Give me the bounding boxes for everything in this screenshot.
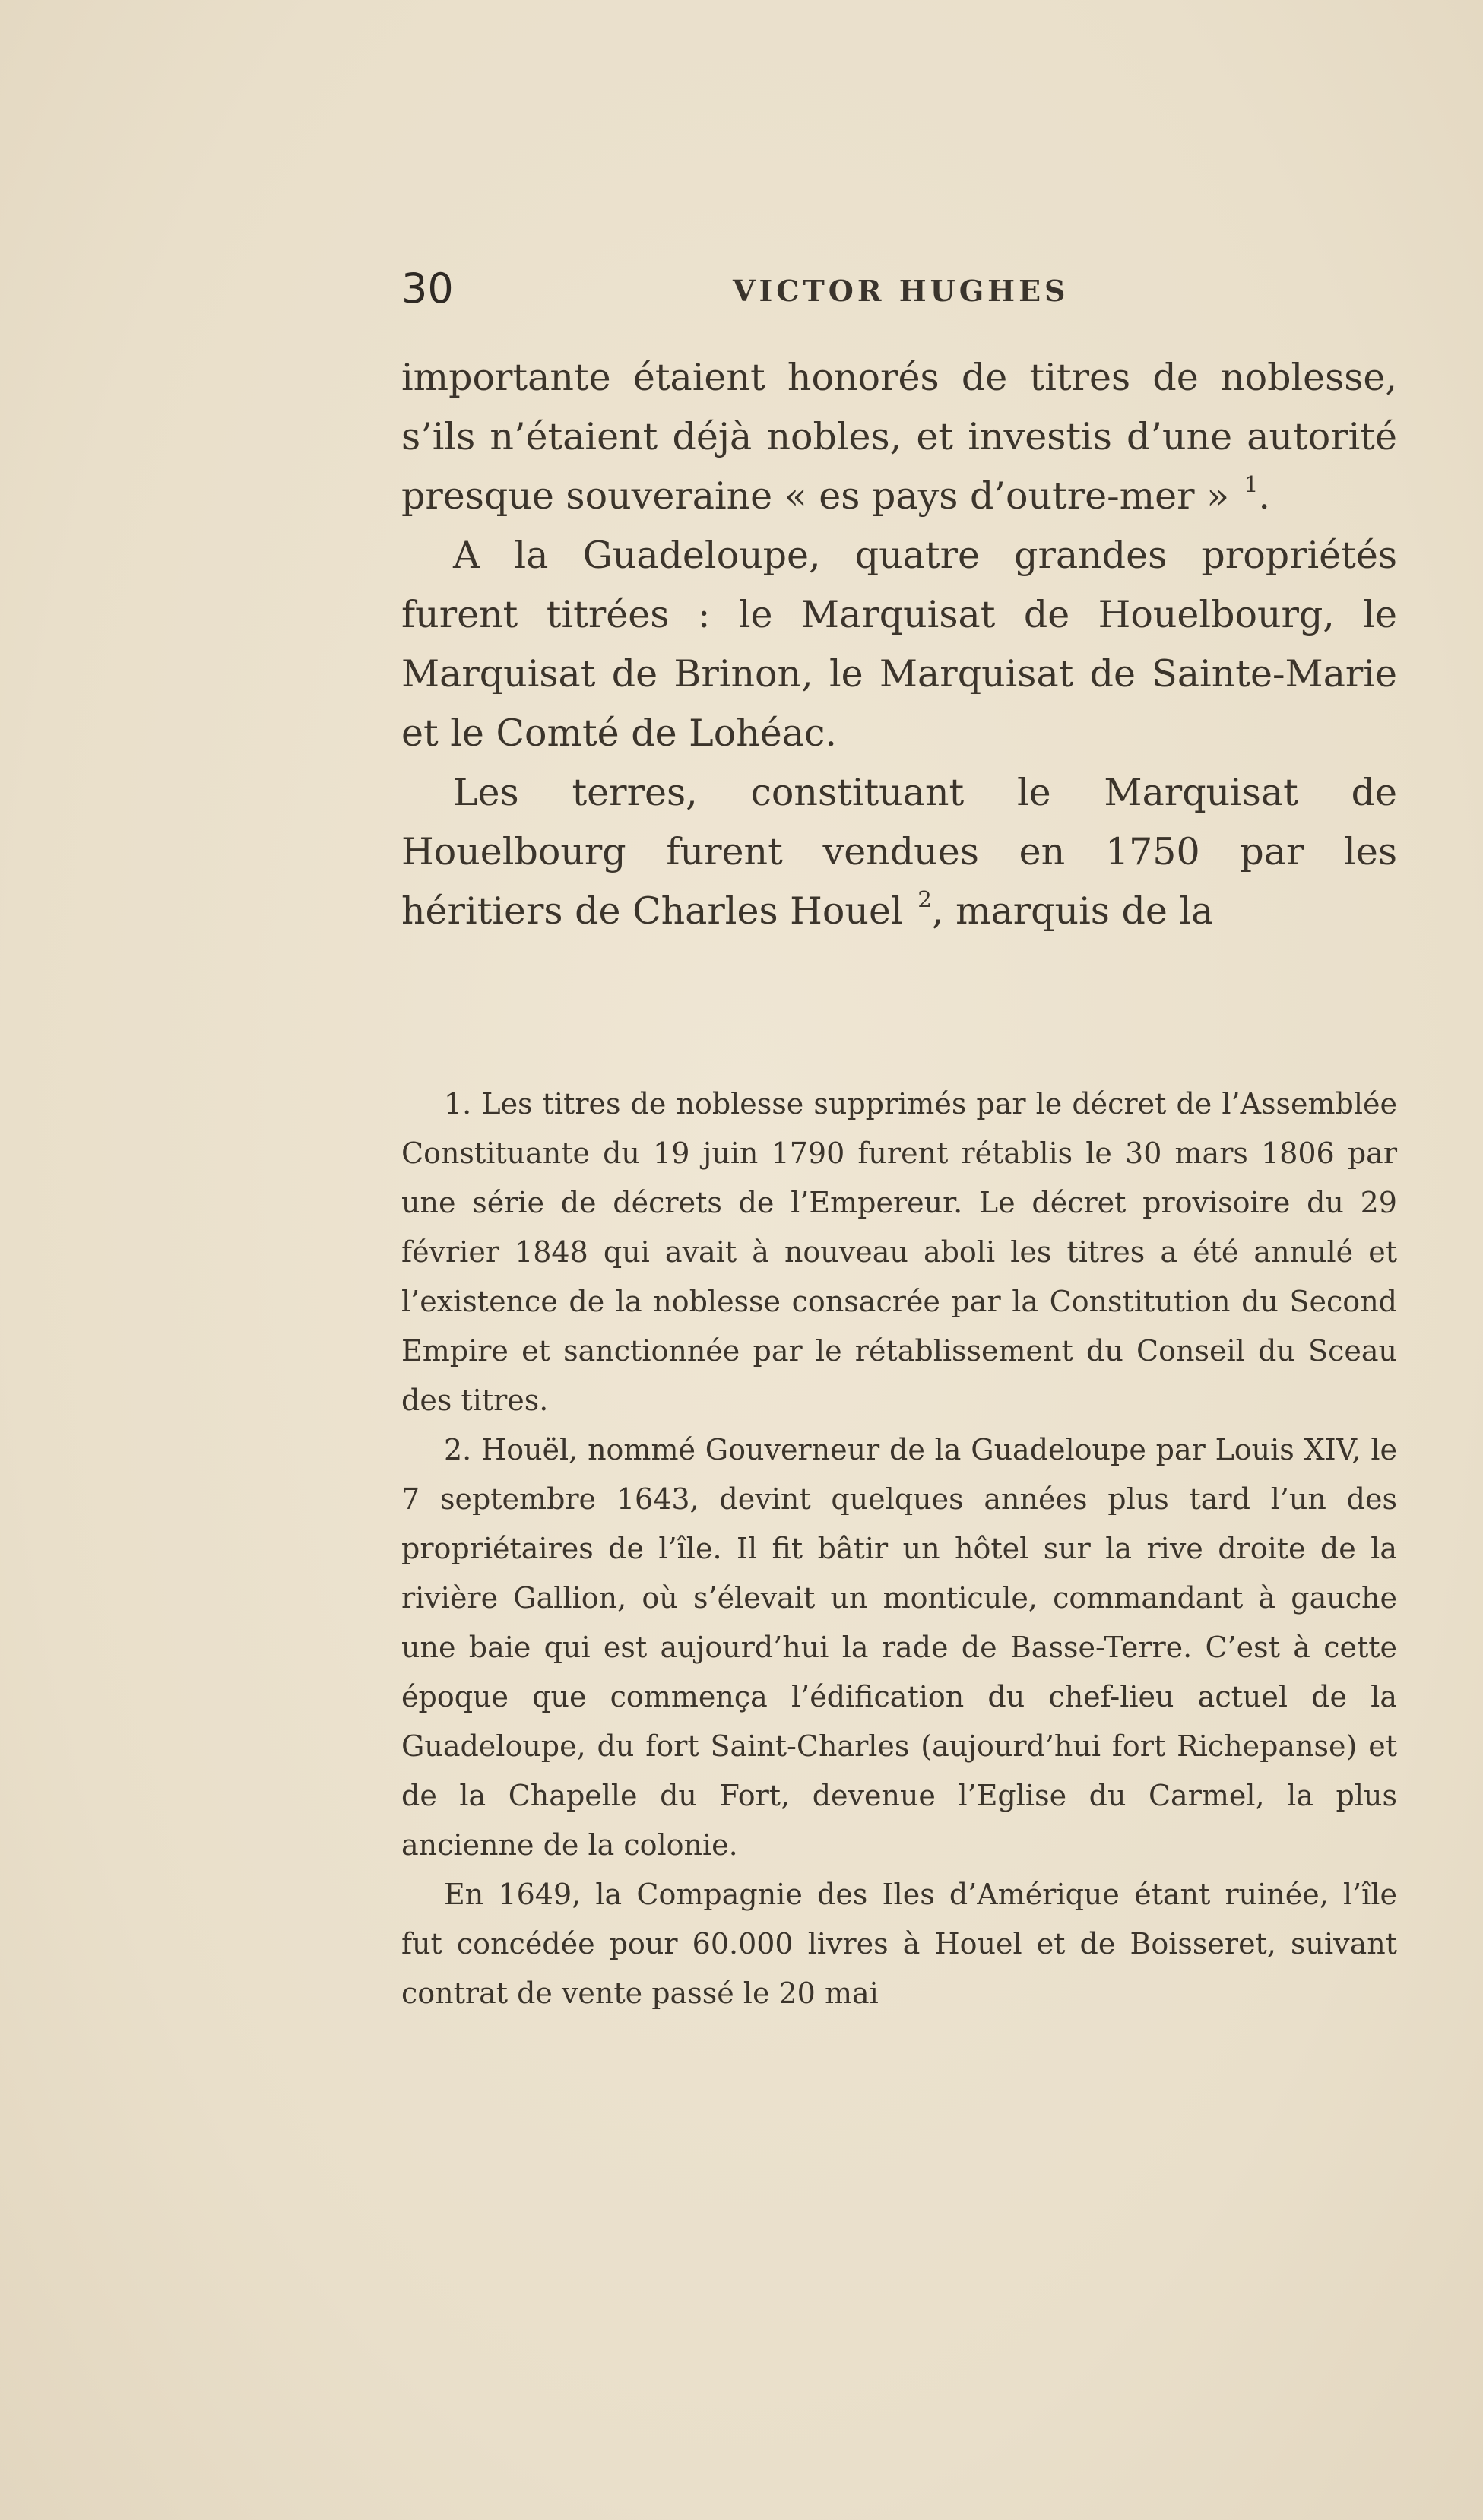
footnote-reference: 1 — [1244, 471, 1259, 497]
footnote-1: 1. Les titres de noblesse supprimés par le décret de l’Assemblée Constituante du 19 juin 1790 furent rétablis le 30 mars 1806 par une série de décrets de l’Empereur. Le décret provisoire du 29 février 1848 qui avait à nouveau aboli les titres a été annulé et l’existence de la noblesse consacrée par la Constitution du Second Empire et sanctionnée par le rétablissement du Conseil du Sceau des titres. — [401, 1087, 1397, 1417]
running-title: VICTOR HUGHES — [733, 274, 1069, 308]
paragraph — [401, 763, 1397, 941]
running-head — [401, 262, 1397, 315]
paragraph: A la Guadeloupe, quatre grandes propriétés furent titrées : le Marquisat de Houelbourg, le Marquisat de Brinon, le Marquisat de Sainte-Marie et le Comté de Lohéac. — [401, 534, 1397, 755]
page-number: 30 — [401, 265, 454, 312]
paragraph-text: , marquis de la — [931, 889, 1214, 933]
main-text — [401, 348, 1397, 941]
paragraph-text: Les terres, constituant le Marquisat de Houelbourg furent vendues en 1750 par les héritiers de Charles Houel — [401, 771, 1397, 933]
footnote-reference: 2 — [917, 886, 932, 912]
paragraph-text: . — [1258, 474, 1270, 518]
paragraph — [401, 348, 1397, 526]
footnote-2: 2. Houël, nommé Gouverneur de la Guadeloupe par Louis XIV, le 7 septembre 1643, devint quelques années plus tard l’un des propriétaires de l’île. Il fit bâtir un hôtel sur la rive droite de la rivière Gallion, où s’élevait un monticule, commandant à gauche une baie qui est aujourd’hui la rade de Basse-Terre. C’est à cette époque que commença l’édification du chef-lieu actuel de la Guadeloupe, du fort Saint-Charles (aujourd’hui fort Richepanse) et de la Chapelle du Fort, devenue l’Eglise du Carmel, la plus ancienne de la colonie. — [401, 1433, 1397, 1862]
paragraph-text: importante étaient honorés de titres de noblesse, s’ils n’étaient déjà nobles, et investis d’une autorité presque souveraine « es pays d’outre-mer » — [401, 356, 1397, 518]
footnote-2-continued: En 1649, la Compagnie des Iles d’Amérique étant ruinée, l’île fut concédée pour 60.000 livres à Houel et de Boisseret, suivant contrat de vente passé le 20 mai — [401, 1878, 1397, 2010]
footnotes — [401, 1079, 1397, 2018]
